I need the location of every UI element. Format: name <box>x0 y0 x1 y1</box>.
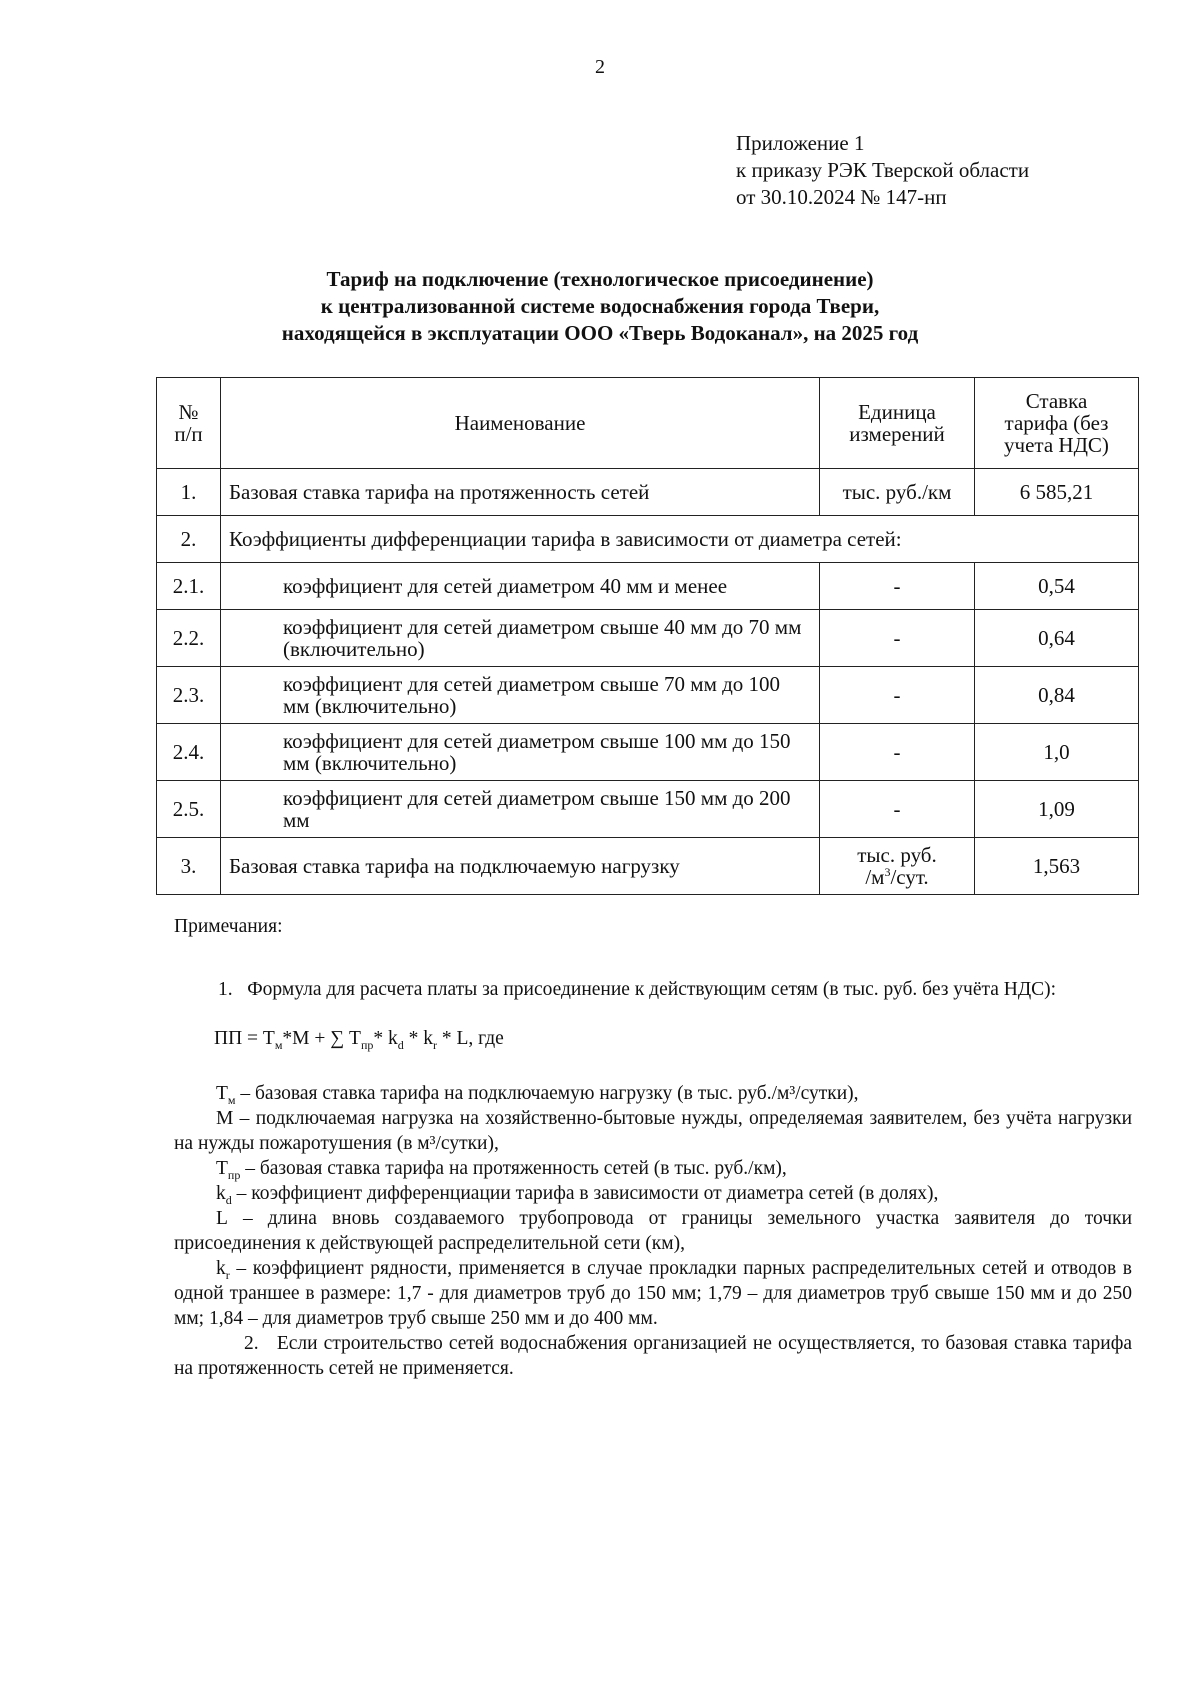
header-text: п/п <box>174 422 203 446</box>
table-header-row <box>157 378 1139 469</box>
note-paragraph <box>174 1331 1132 1381</box>
definition-dash: – <box>229 1258 253 1279</box>
definition-text: базовая ставка тарифа на подключаемую нагрузку (в тыс. руб./м³/сутки), <box>255 1083 859 1104</box>
definition-dash: – <box>240 1158 260 1179</box>
definition-dash: – <box>231 1183 252 1204</box>
title-line: находящейся в эксплуатации ООО «Тверь Водоканал», на 2025 год <box>281 321 919 345</box>
definition <box>174 1256 1132 1331</box>
formula-part: ПП = Т <box>214 1028 275 1049</box>
definition <box>174 1081 1132 1106</box>
definition-dash: – <box>235 1083 256 1104</box>
definition-symbol: М <box>216 1108 234 1129</box>
definition-text: коэффициент дифференциации тарифа в зависимости от диаметра сетей (в долях), <box>251 1183 939 1204</box>
table-row <box>157 563 1139 610</box>
row-unit: - <box>820 563 975 610</box>
row-number: 2.5. <box>157 781 221 838</box>
definition-text: коэффициент рядности, применяется в случае прокладки парных распределительных сетей и отводов в одной траншее в размере: 1,7 - для диаметров труб до 150 мм; 1,79 – для диаметров труб свыше 150 мм и до 250 мм; 1,84 – для диаметров труб свыше 250 мм и до 400 мм. <box>174 1258 1133 1329</box>
row-number: 1. <box>157 469 221 516</box>
row-name: коэффициент для сетей диаметром свыше 100 мм до 150 мм (включительно) <box>221 724 820 781</box>
formula-sub: d <box>397 1037 404 1052</box>
definition-symbol: k <box>216 1183 226 1204</box>
row-name: Базовая ставка тарифа на протяженность сетей <box>221 469 820 516</box>
title-line: к централизованной системе водоснабжения города Твери, <box>320 294 880 318</box>
row-number: 2.2. <box>157 610 221 667</box>
note-number: 2. <box>244 1333 259 1354</box>
definition-text: длина вновь создаваемого трубопровода от границы земельного участка заявителя до точки присоединения к действующей распределительной сети (км), <box>174 1208 1133 1254</box>
formula-part: *М + ∑ Т <box>282 1028 361 1049</box>
row-number: 2.4. <box>157 724 221 781</box>
table-row <box>157 667 1139 724</box>
row-unit: - <box>820 724 975 781</box>
appendix-line: к приказу РЭК Тверской области <box>736 158 1030 182</box>
definition-symbol: Т <box>216 1158 228 1179</box>
unit-text: /сут. <box>890 865 929 889</box>
definition <box>174 1106 1132 1156</box>
row-unit: - <box>820 610 975 667</box>
unit-text: /м <box>865 865 885 889</box>
definition-sub: r <box>225 1267 230 1282</box>
definition-sub: м <box>227 1092 236 1107</box>
row-unit: тыс. руб./км <box>820 469 975 516</box>
note-text: Если строительство сетей водоснабжения организацией не осуществляется, то базовая ставка тарифа на протяженность сетей не применяется. <box>174 1333 1133 1379</box>
formula-part: * L, где <box>437 1028 504 1049</box>
formula-sub: r <box>433 1037 437 1052</box>
formula-sub: м <box>274 1037 283 1052</box>
notes-section <box>174 914 1132 1381</box>
row-name: Базовая ставка тарифа на подключаемую нагрузку <box>221 838 820 895</box>
note-text: Формула для расчета платы за присоединение к действующим сетям (в тыс. руб. без учёта НДС): <box>247 979 1057 1000</box>
note-paragraph <box>174 977 1132 1002</box>
definition-symbol: k <box>216 1258 226 1279</box>
row-value: 1,0 <box>975 724 1139 781</box>
definition-dash: – <box>233 1108 256 1129</box>
tariff-table <box>156 377 1139 895</box>
table-row <box>157 838 1139 895</box>
header-text: тарифа (без <box>1004 411 1109 435</box>
definition <box>174 1156 1132 1181</box>
appendix-line: от 30.10.2024 № 147-нп <box>736 185 947 209</box>
definition-sub: d <box>225 1192 232 1207</box>
page-number: 2 <box>595 56 605 78</box>
header-text: Ставка <box>1025 389 1088 413</box>
definition-text: базовая ставка тарифа на протяженность сетей (в тыс. руб./км), <box>259 1158 787 1179</box>
definition <box>174 1206 1132 1256</box>
table-row <box>157 724 1139 781</box>
table-row <box>157 781 1139 838</box>
header-number <box>157 378 221 469</box>
table-row <box>157 469 1139 516</box>
table-row <box>157 516 1139 563</box>
header-name: Наименование <box>221 378 820 469</box>
formula <box>214 1026 1132 1051</box>
header-unit <box>820 378 975 469</box>
row-name: коэффициент для сетей диаметром 40 мм и менее <box>221 563 820 610</box>
row-name: коэффициент для сетей диаметром свыше 150 мм до 200 мм <box>221 781 820 838</box>
document-title <box>0 266 1200 347</box>
row-number: 2.1. <box>157 563 221 610</box>
definition-text: подключаемая нагрузка на хозяйственно-бытовые нужды, определяемая заявителем, без учёта нагрузки на нужды пожаротушения (в м³/сутки), <box>174 1108 1133 1154</box>
notes-title: Примечания: <box>174 916 283 937</box>
row-unit <box>820 838 975 895</box>
header-text: учета НДС) <box>1004 433 1109 457</box>
row-name: Коэффициенты дифференциации тарифа в зависимости от диаметра сетей: <box>221 516 1139 563</box>
definition-sub: пр <box>227 1167 241 1182</box>
row-name: коэффициент для сетей диаметром свыше 40 мм до 70 мм (включительно) <box>221 610 820 667</box>
row-value: 6 585,21 <box>975 469 1139 516</box>
row-name: коэффициент для сетей диаметром свыше 70 мм до 100 мм (включительно) <box>221 667 820 724</box>
definition-symbol: Т <box>216 1083 228 1104</box>
header-text: Единица <box>858 400 936 424</box>
row-value: 1,09 <box>975 781 1139 838</box>
header-text: № <box>178 400 199 424</box>
header-text: измерений <box>849 422 945 446</box>
row-unit: - <box>820 667 975 724</box>
table-row <box>157 610 1139 667</box>
row-number: 2. <box>157 516 221 563</box>
row-value: 0,64 <box>975 610 1139 667</box>
formula-part: * k <box>373 1028 398 1049</box>
note-number: 1. <box>218 979 233 1000</box>
row-value: 0,54 <box>975 563 1139 610</box>
unit-text: тыс. руб. <box>857 843 937 867</box>
definition-symbol: L <box>216 1208 228 1229</box>
header-rate <box>975 378 1139 469</box>
appendix-line: Приложение 1 <box>736 131 865 155</box>
definition-dash: – <box>227 1208 268 1229</box>
unit-superscript: 3 <box>884 865 891 879</box>
formula-sub: пр <box>360 1037 374 1052</box>
row-value: 0,84 <box>975 667 1139 724</box>
title-line: Тариф на подключение (технологическое присоединение) <box>326 267 874 291</box>
row-number: 3. <box>157 838 221 895</box>
row-value: 1,563 <box>975 838 1139 895</box>
formula-part: * k <box>403 1028 433 1049</box>
row-unit: - <box>820 781 975 838</box>
appendix-reference <box>736 130 1029 211</box>
row-number: 2.3. <box>157 667 221 724</box>
definition <box>174 1181 1132 1206</box>
